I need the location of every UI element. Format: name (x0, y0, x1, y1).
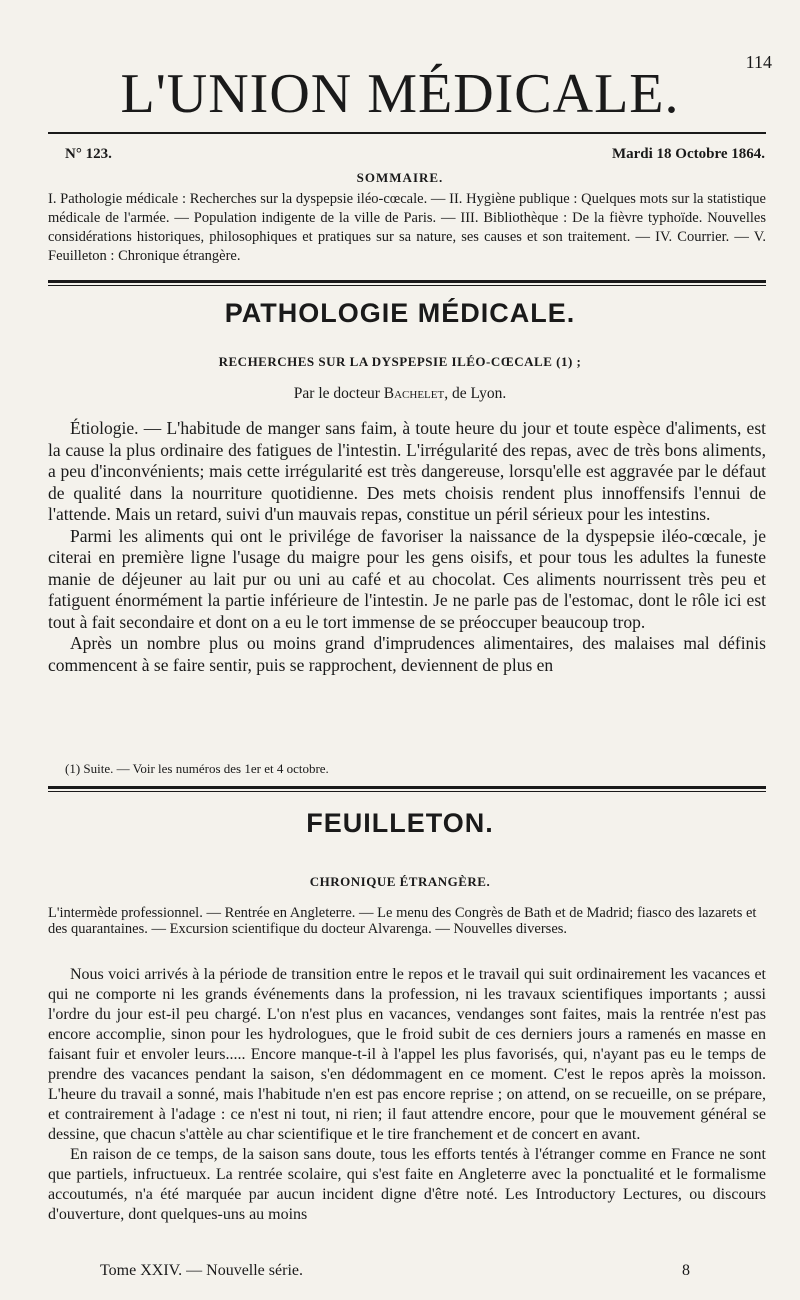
article-subtitle (0, 354, 800, 370)
article-paragraph: Après un nombre plus ou moins grand d'imprudences alimentaires, des malaises mal définis commencent à se faire sentir, puis se rapprochent, deviennent de plus en (48, 633, 766, 675)
page-footer (100, 1262, 690, 1280)
issue-date: Mardi 18 Octobre 1864. (611, 146, 765, 162)
article-subtitle-text: RECHERCHES SUR LA DYSPEPSIE ILÉO-CŒCALE (218, 354, 553, 369)
issue-number: N° 123. (65, 146, 112, 162)
issue-line (65, 146, 765, 163)
article-paragraph: Étiologie. — L'habitude de manger sans faim, à toute heure du jour et toute espèce d'aliments, est la cause la plus ordinaire des fatigues de l'intestin. L'irrégularité des repas, avec de très bons aliments, a peu d'inconvénients; mais cette irrégularité est très dangereuse, lorsqu'elle est aggravée par le défaut de qualité dans la nourriture quotidienne. Des mets choisis rendent plus innoffensifs l'ennui de l'attende. Mais un retard, suivi d'un mauvais repas, constitue un péril sérieux pour les intestins. (48, 418, 766, 524)
feuilleton-rule-top (48, 786, 766, 789)
sommaire-text: I. Pathologie médicale : Recherches sur la dyspepsie iléo-cœcale. — II. Hygiène publique : Quelques mots sur la statistique médicale de l'armée. — Population indigente de la ville de Paris. — III. Bibliothèque : De la fièvre typhoïde. Nouvelles considérations historiques, philosophiques et pratiques sur sa nature, ses causes et son traitement. — IV. Courrier. — V. Feuilleton : Chronique étrangère. (48, 191, 766, 264)
article-subtitle-note: (1) ; (556, 354, 582, 369)
sommaire-title: SOMMAIRE. (356, 170, 444, 185)
masthead: L'UNION MÉDICALE. (120, 63, 680, 125)
page-number: 114 (745, 52, 772, 72)
article-byline (0, 385, 800, 403)
footer-page-number: 8 (682, 1262, 690, 1279)
feuilleton-subtitle: CHRONIQUE ÉTRANGÈRE. (309, 874, 491, 889)
feuilleton-paragraph: En raison de ce temps, de la saison sans doute, tous les efforts tentés à l'étranger comme en France ne sont que partiels, infructueux. La rentrée scolaire, qui s'est faite en Angleterre avec la ponctualité et le formalisme accoutumés, n'a été marquée par aucun incident digne d'être noté. Les Introductory Lectures, ou discours d'ouverture, dont quelques-uns au moins (48, 1146, 766, 1223)
feuilleton-body (48, 965, 766, 1225)
byline-author: Bachelet (383, 385, 445, 402)
feuilleton-summary: L'intermède professionnel. — Rentrée en Angleterre. — Le menu des Congrès de Bath et de Madrid; fiasco des lazarets et des quarantaines. — Excursion scientifique du docteur Alvarenga. — Nouvelles diverses. (48, 905, 757, 937)
article-paragraph: Parmi les aliments qui ont le privilége de favoriser la naissance de la dyspepsie iléo-cœcale, je citerai en première ligne l'usage du maigre pour les gens oisifs, et pour tous les adultes la funeste manie de déjeuner au lait pur ou uni au café et au chocolat. Ces aliments nourrissent très peu et fatiguent énormément la partie inférieure de l'intestin. Je ne parle pas de l'estomac, dont le rôle ici est tout à fait secondaire et dont on a eu le tort immense de se préoccuper beaucoup trop. (48, 525, 766, 632)
feuilleton-paragraph: Nous voici arrivés à la période de transition entre le repos et le travail qui suit ordinairement les vacances et qui ne comporte ni les grands événements dans la profession, ni les travaux scientifiques importants ; aussi l'ordre du jour est-il peu chargé. L'on n'est plus en vacances, vendanges sont faites, mais la rentrée n'est pas encore accomplie, sinon pour les hydrologues, que le froid subit de ces derniers jours a ramenés en masse en faisant fuir et envoler leurs..... Encore manque-t-il à l'appel les plus favorisés, qui, n'ayant pas eu le temps de prendre des vacances pendant la saison, s'en dédommagent en ce moment. C'est le repos après la moisson. L'heure du travail a sonné, mais l'habitude n'en est pas encore reprise ; on attend, on se recueille, on se prépare, et contrairement à l'adage : ce n'est ni tout, ni rien; il faut attendre encore, pour que le mouvement général se dessine, que chacun s'attèle au char scientifique et le tire franchement et de concert en avant. (48, 966, 766, 1143)
article-body (48, 418, 766, 676)
pathologie-title: PATHOLOGIE MÉDICALE. (224, 298, 576, 328)
masthead-rule (48, 132, 766, 134)
byline-prefix: Par le docteur (293, 385, 380, 402)
volume-label: Tome XXIV. — Nouvelle série. (100, 1262, 303, 1279)
byline-suffix: , de Lyon. (444, 385, 507, 402)
section-rule-thin (48, 285, 766, 286)
article-footnote: (1) Suite. — Voir les numéros des 1er et 4 octobre. (65, 761, 329, 776)
section-rule-top (48, 280, 766, 283)
feuilleton-rule-thin (48, 791, 766, 792)
feuilleton-title: FEUILLETON. (306, 808, 494, 838)
